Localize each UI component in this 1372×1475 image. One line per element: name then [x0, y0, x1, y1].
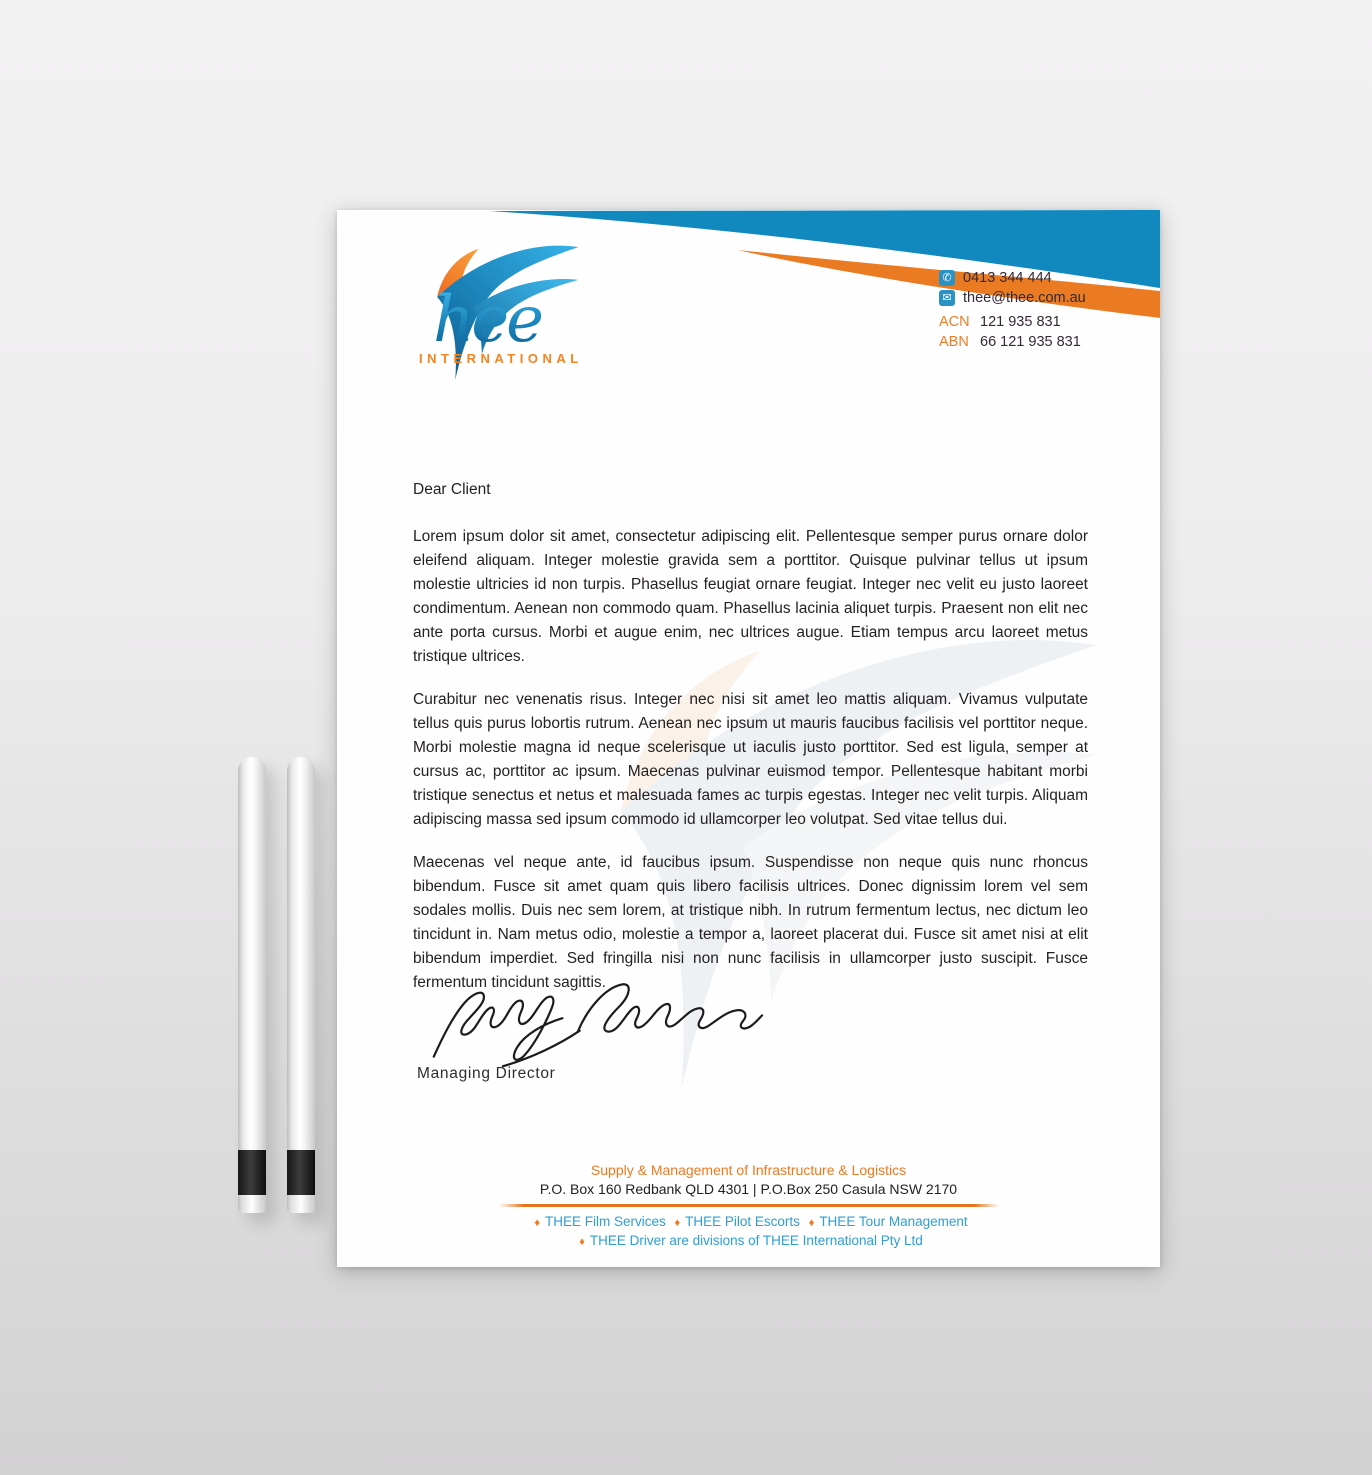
- pen-tip: [288, 1195, 314, 1213]
- white-pen: [238, 757, 266, 1213]
- paragraph-3: Maecenas vel neque ante, id faucibus ipsum. Suspendisse non neque quis nunc rhoncus bibendum. Fusce sit amet quam quis libero facilisis ultrices. Donec dignissim lorem vel sem sodales mollis. Duis nec sem lorem, at tristique nibh. In rutrum fermentum lectus, nec dictum leo tincidunt in. Nam metus odio, molestie a tempor a, laoreet placerat dui. Fusce sit amet nisi at elit bibendum imperdiet. Sed fringilla nisi non nunc facilisis in ullamcorper justo suscipit. Fusce fermentum tincidunt sagittis.: [413, 854, 1088, 991]
- pen-black-band: [287, 1150, 315, 1195]
- contact-email-row: [939, 290, 1086, 306]
- diamond-icon: ♦: [579, 1236, 585, 1248]
- footer: [337, 1162, 1160, 1251]
- signature-title: Managing Director: [417, 1065, 556, 1082]
- divisions-line-2: [337, 1232, 1160, 1251]
- acn-value: 121 935 831: [980, 314, 1061, 330]
- paragraph-1: Lorem ipsum dolor sit amet, consectetur adipiscing elit. Pellentesque semper purus ornare dolor eleifend aliquam. Integer molestie gravida sem a porttitor. Quisque pulvinar tellus ut ipsum molestie ultricies id non turpis. Phasellus feugiat ornare feugiat. Integer nec velit eu justo laoreet condimentum. Aenean non commodo quam. Phasellus lacinia aliquet turpis. Praesent non elit nec ante porta cursus. Morbi et augue enim, nec ultrices augue. Etiam tempus arcu laoreet metus tristique ultrices.: [413, 528, 1088, 665]
- division-name: THEE Pilot Escorts: [685, 1214, 800, 1229]
- contact-block: [939, 270, 1086, 354]
- letter-page: [337, 210, 1160, 1267]
- diamond-icon: ♦: [808, 1217, 815, 1229]
- abn-value: 66 121 935 831: [980, 334, 1081, 350]
- logo-wordmark: hee: [433, 283, 541, 357]
- white-pen: [287, 757, 315, 1213]
- phone-number: 0413 344 444: [963, 270, 1052, 286]
- pen-tip: [239, 1195, 265, 1213]
- letter-body: [413, 480, 1088, 995]
- salutation: Dear Client: [413, 481, 491, 498]
- division-name: THEE Film Services: [544, 1214, 666, 1229]
- division-name: THEE Driver: [589, 1233, 666, 1248]
- divisions-suffix: are divisions of THEE International Pty Ltd: [669, 1233, 923, 1248]
- phone-icon: ✆: [939, 270, 955, 286]
- footer-address: P.O. Box 160 Redbank QLD 4301 | P.O.Box 250 Casula NSW 2170: [539, 1181, 958, 1197]
- contact-abn-row: [939, 334, 1086, 350]
- footer-tagline: Supply & Management of Infrastructure & Logistics: [590, 1162, 907, 1178]
- divisions-line-1: [337, 1213, 1160, 1232]
- paragraph-2: Curabitur nec venenatis risus. Integer nec nisi sit amet leo mattis aliquam. Vivamus vulputate tellus quis purus lobortis rutrum. Aenean nec ipsum ut mauris faucibus facilisis vel porttitor neque. Morbi molestie magna id neque scelerisque ut iaculis justo porttitor. Sed est ligula, semper at cursus ac, porttitor ac ipsum. Maecenas pulvinar euismod tempor. Pellentesque habitant morbi tristique senectus et netus et malesuada fames ac turpis egestas. Integer nec velit turpis. Aliquam adipiscing massa sed ipsum commodo id ullamcorper leo volutpat. Sed vitae tellus dui.: [413, 691, 1088, 828]
- footer-divider: [499, 1204, 999, 1207]
- division-name: THEE Tour Management: [819, 1214, 968, 1229]
- pen-black-band: [238, 1150, 266, 1195]
- signature-scribble: [419, 976, 774, 1072]
- diamond-icon: ♦: [674, 1217, 681, 1229]
- email-address: thee@thee.com.au: [963, 290, 1086, 306]
- contact-acn-row: [939, 314, 1086, 330]
- contact-phone-row: [939, 270, 1086, 286]
- abn-label: ABN: [939, 334, 969, 350]
- diamond-icon: ♦: [534, 1217, 540, 1229]
- logo-subtext: INTERNATIONAL: [419, 351, 583, 366]
- envelope-icon: ✉: [939, 290, 955, 306]
- acn-label: ACN: [939, 314, 970, 330]
